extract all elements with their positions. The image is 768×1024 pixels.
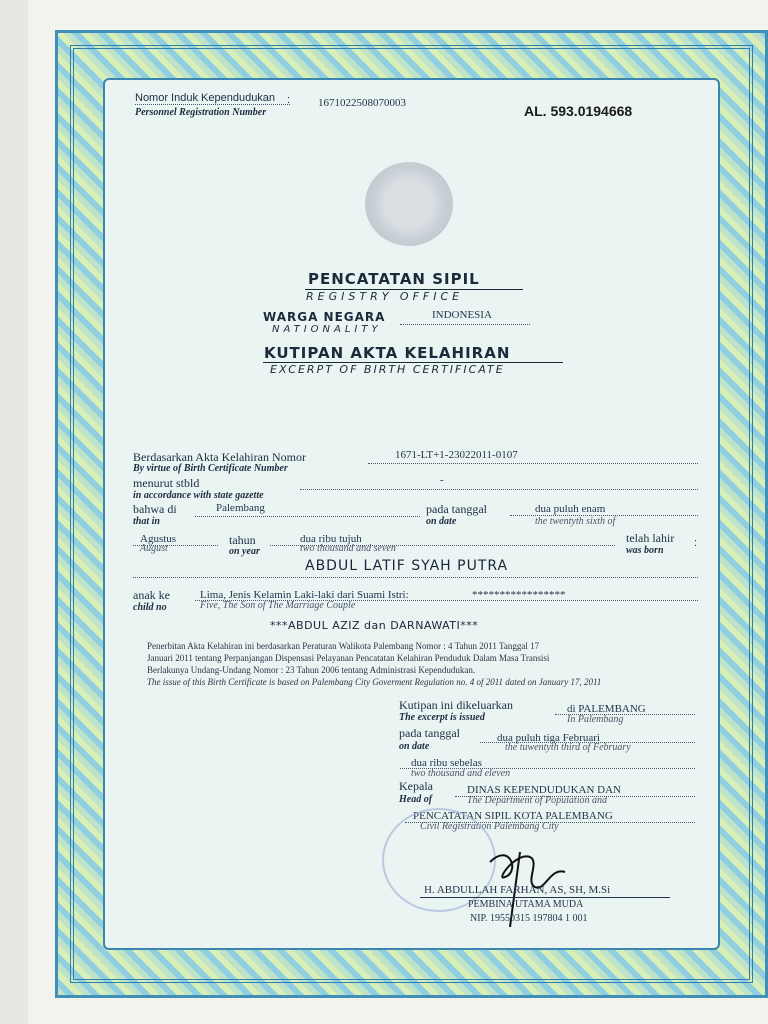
cert-no-label: Berdasarkan Akta Kelahiran Nomor — [133, 450, 306, 464]
document-title-en: EXCERPT OF BIRTH CERTIFICATE — [270, 363, 505, 376]
issue-date-label: pada tanggal — [399, 726, 460, 740]
nik-label: Nomor Induk Kependudukan — [135, 92, 276, 104]
nik-label-en: Personnel Registration Number — [135, 107, 267, 118]
issue-year-value: dua ribu sebelas — [411, 757, 482, 769]
regulation-line-3: Berlakunya Undang-Undang Nomor : 23 Tahun 2006 tentang Administrasi Kependudukan. — [147, 665, 476, 675]
child-no-label: anak ke — [133, 588, 170, 602]
regulation-line-4-en: The issue of this Birth Certificate is based on Palembang City Goverment Regulation no. 4 of 2011 dated on January 17, 2011 — [147, 677, 602, 687]
nik-colon: : — [287, 94, 291, 106]
department-line-2: PENCATATAN SIPIL KOTA PALEMBANG — [413, 810, 613, 822]
child-no-value-en: Five, The Son of The Marriage Couple — [200, 600, 356, 611]
stbld-label-en: in accordance with state gazette — [133, 490, 264, 501]
issued-label: Kutipan ini dikeluarkan — [399, 698, 513, 712]
head-label: Kepala — [399, 779, 433, 793]
issue-date-value: dua puluh tiga Februari — [497, 732, 600, 744]
cert-no-value: 1671-LT+1-23022011-0107 — [395, 449, 518, 461]
date-label-en: on date — [426, 516, 457, 527]
office-title: PENCATATAN SIPIL — [308, 270, 480, 288]
child-no-value: Lima, Jenis Kelamin Laki-laki dari Suami Istri: — [200, 589, 409, 601]
issued-label-en: The excerpt is issued — [399, 712, 485, 723]
year-label: tahun — [229, 533, 256, 547]
date-label: pada tanggal — [426, 502, 487, 516]
issued-value-en: In Palembang — [567, 714, 624, 725]
child-stars: ***************** — [472, 589, 566, 601]
official-nip: NIP. 19550315 197804 1 001 — [470, 913, 588, 924]
garuda-emblem-icon — [365, 162, 453, 246]
year-value-en: two thousand and seven — [300, 543, 396, 554]
nationality-label-en: NATIONALITY — [272, 324, 382, 335]
department-line-1-en: The Department of Population and — [467, 795, 607, 806]
place-label: bahwa di — [133, 502, 177, 516]
born-label-en: was born — [626, 545, 664, 556]
head-label-en: Head of — [399, 794, 433, 805]
stbld-value: - — [440, 474, 444, 486]
month-value-en: August — [140, 543, 168, 554]
regulation-line-1: Penerbitan Akta Kelahiran ini berdasarkan Peraturan Walikota Palembang Nomor : 4 Tahun 2011 Tanggal 17 — [147, 641, 540, 651]
child-no-label-en: child no — [133, 602, 167, 613]
nik-value: 1671022508070003 — [318, 97, 406, 109]
office-title-en: REGISTRY OFFICE — [306, 290, 464, 303]
document-title: KUTIPAN AKTA KELAHIRAN — [264, 344, 511, 362]
place-value: Palembang — [216, 502, 265, 514]
parents-names: ***ABDUL AZIZ dan DARNAWATI*** — [270, 619, 479, 632]
nationality-label: WARGA NEGARA — [263, 310, 386, 324]
month-value: Agustus — [140, 533, 177, 545]
issued-value: di PALEMBANG — [567, 703, 646, 715]
department-line-1: DINAS KEPENDUDUKAN DAN — [467, 784, 621, 796]
date-value-en: the twentyth sixth of — [535, 516, 616, 527]
child-name: ABDUL LATIF SYAH PUTRA — [305, 558, 509, 574]
year-label-en: on year — [229, 546, 260, 557]
nationality-value: INDONESIA — [432, 309, 492, 321]
born-label: telah lahir — [626, 531, 675, 545]
issue-year-value-en: two thousand and eleven — [411, 768, 511, 779]
place-label-en: that in — [133, 516, 160, 527]
date-value: dua puluh enam — [535, 503, 606, 515]
serial-number: AL. 593.0194668 — [524, 103, 633, 119]
stbld-label: menurut stbld — [133, 476, 200, 490]
official-rank: PEMBINA UTAMA MUDA — [468, 899, 584, 910]
cert-no-label-en: By virtue of Birth Certificate Number — [133, 463, 288, 474]
regulation-line-2: Januari 2011 tentang Perpanjangan Dispensasi Pelayanan Pencatatan Kelahiran Penduduk Dalam Masa Transisi — [147, 653, 550, 663]
department-line-2-en: Civil Registration Palembang City — [420, 821, 559, 832]
year-value: dua ribu tujuh — [300, 533, 362, 545]
official-name: H. ABDULLAH FARHAN, AS, SH, M.Si — [424, 884, 611, 896]
issue-date-label-en: on date — [399, 741, 430, 752]
issue-date-value-en: the tuwentyth third of February — [505, 742, 631, 753]
